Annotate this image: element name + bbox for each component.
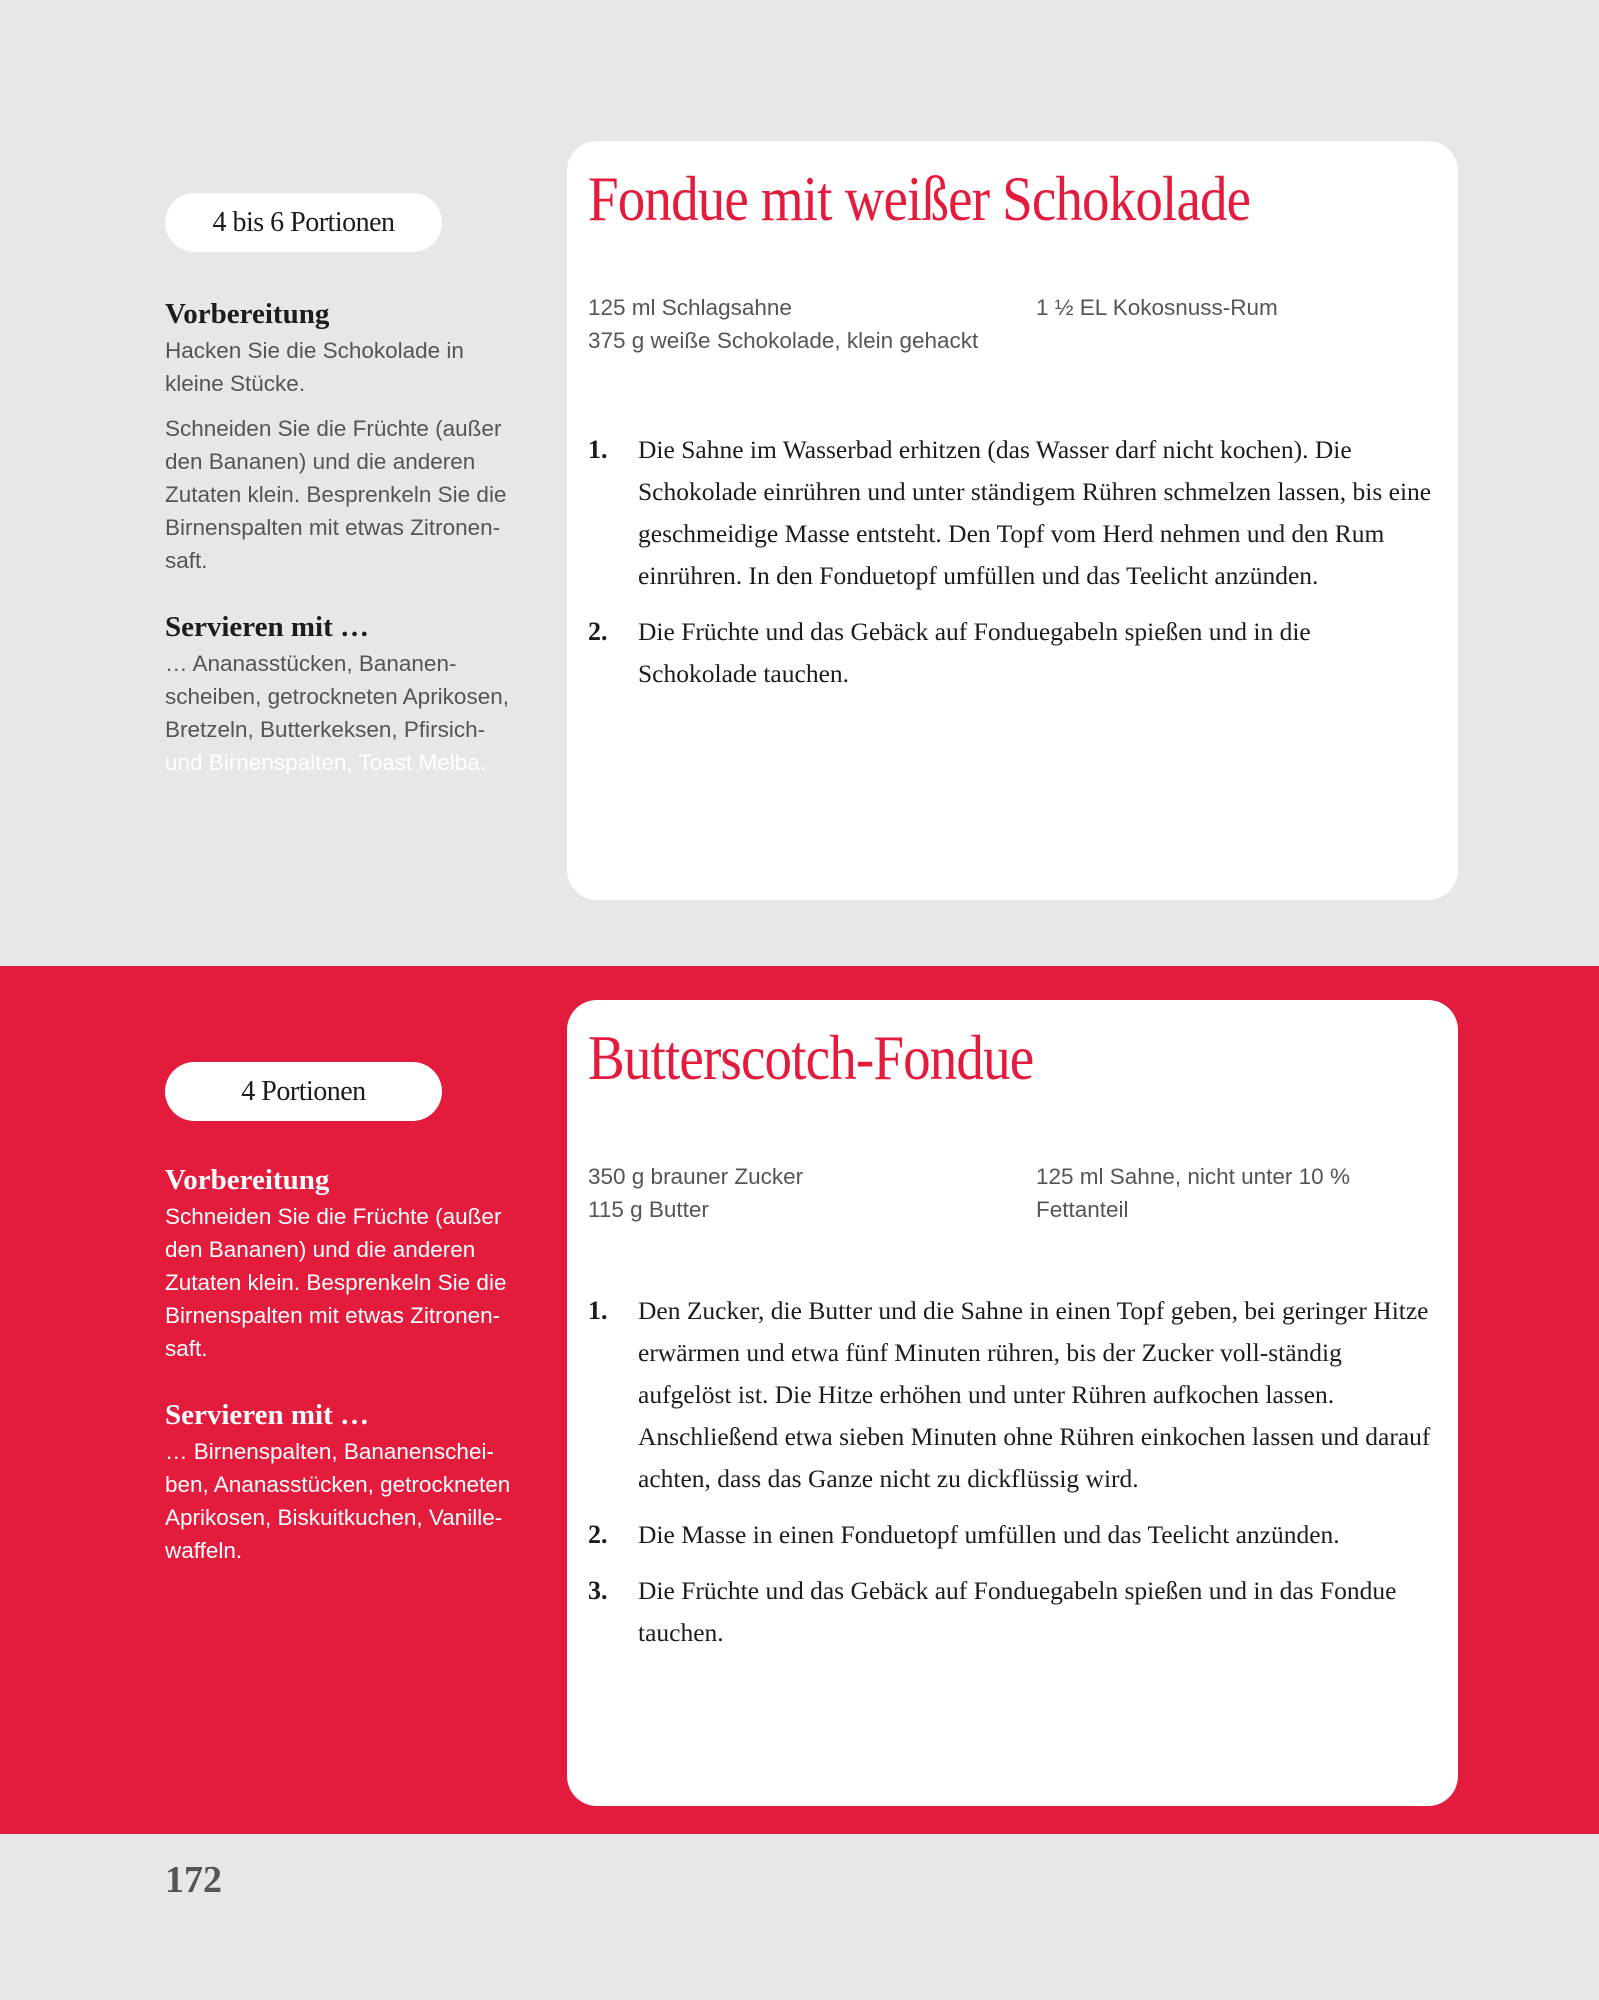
prep-text: Hacken Sie die Schokolade in kleine Stücke. xyxy=(165,338,464,396)
recipe-title: Fondue mit weißer Schokolade xyxy=(588,163,1251,234)
step-text: Die Sahne im Wasserbad erhitzen (das Wasser darf nicht kochen). Die Schokolade einrühren und unter ständigem Rühren schmelzen lassen, bis eine geschmeidige Masse entsteht. Den Topf vom Herd nehmen und den Rum einrühren. In den Fonduetopf umfüllen und das Teelicht anzünden. xyxy=(638,435,1432,590)
sidebar-recipe-2 xyxy=(165,1160,520,1579)
ingredient-item: 350 g brauner Zucker xyxy=(588,1164,804,1189)
step-item xyxy=(588,611,1433,695)
ingredient-item: 375 g weiße Schokolade, klein gehackt xyxy=(588,328,979,353)
step-item xyxy=(588,1570,1433,1654)
step-number: 1. xyxy=(588,435,608,464)
prep-text: Schneiden Sie die Früchte (außer den Bananen) und die anderen Zutaten klein. Besprenkeln Sie die Birnenspalten mit etwas Zitronen-saft. xyxy=(165,1204,507,1361)
page-number: 172 xyxy=(165,1859,222,1901)
steps-list xyxy=(588,1290,1433,1668)
serve-text: … Ananasstücken, Bananen-scheiben, getrockneten Aprikosen, Bretzeln, Butterkeksen, Pfirsich- xyxy=(165,651,509,742)
step-item xyxy=(588,1514,1433,1556)
step-text: Die Früchte und das Gebäck auf Fonduegabeln spießen und in das Fondue tauchen. xyxy=(638,1576,1397,1647)
serve-heading: Servieren mit … xyxy=(165,611,370,643)
step-number: 1. xyxy=(588,1296,608,1325)
prep-text: Schneiden Sie die Früchte (außer den Bananen) und die anderen Zutaten klein. Besprenkeln Sie die Birnenspalten mit etwas Zitronen-saft. xyxy=(165,416,507,573)
recipe-card xyxy=(567,1000,1458,1806)
ingredients-left xyxy=(588,291,1008,357)
ingredient-item: 125 ml Sahne, nicht unter 10 % Fettanteil xyxy=(1036,1164,1350,1222)
step-number: 2. xyxy=(588,1520,608,1549)
serve-text: … Birnenspalten, Bananenschei-ben, Ananasstücken, getrockneten Aprikosen, Biskuitkuchen, Vanille-waffeln. xyxy=(165,1439,511,1563)
step-item xyxy=(588,429,1433,597)
serve-text-faded: und Birnenspalten, Toast Melba. xyxy=(165,750,487,775)
step-text: Die Masse in einen Fonduetopf umfüllen und das Teelicht anzünden. xyxy=(638,1520,1340,1549)
prep-heading: Vorbereitung xyxy=(165,298,330,330)
ingredient-item: 125 ml Schlagsahne xyxy=(588,295,792,320)
recipe-card xyxy=(567,141,1458,900)
serve-heading: Servieren mit … xyxy=(165,1399,370,1431)
ingredient-item: 115 g Butter xyxy=(588,1197,709,1222)
step-number: 3. xyxy=(588,1576,608,1605)
servings-pill xyxy=(165,193,442,252)
ingredient-item: 1 ½ EL Kokosnuss-Rum xyxy=(1036,295,1278,320)
steps-list xyxy=(588,429,1433,709)
ingredients-right xyxy=(1036,291,1366,324)
step-number: 2. xyxy=(588,617,608,646)
ingredients-left xyxy=(588,1160,1008,1226)
servings-label: 4 Portionen xyxy=(241,1075,366,1107)
recipe-title: Butterscotch-Fondue xyxy=(588,1022,1034,1093)
step-text: Die Früchte und das Gebäck auf Fonduegabeln spießen und in die Schokolade tauchen. xyxy=(638,617,1311,688)
step-text: Den Zucker, die Butter und die Sahne in einen Topf geben, bei geringer Hitze erwärmen und etwa fünf Minuten rühren, bis der Zucker voll-ständig aufgelöst ist. Die Hitze erhöhen und unter Rühren aufkochen lassen. Anschließend etwa sieben Minuten ohne Rühren einkochen lassen und darauf achten, dass das Ganze nicht zu dickflüssig wird. xyxy=(638,1296,1431,1493)
ingredients-right xyxy=(1036,1160,1356,1226)
servings-label: 4 bis 6 Portionen xyxy=(212,206,395,238)
step-item xyxy=(588,1290,1433,1500)
servings-pill xyxy=(165,1062,442,1121)
sidebar-recipe-1 xyxy=(165,294,520,779)
prep-heading: Vorbereitung xyxy=(165,1164,330,1196)
